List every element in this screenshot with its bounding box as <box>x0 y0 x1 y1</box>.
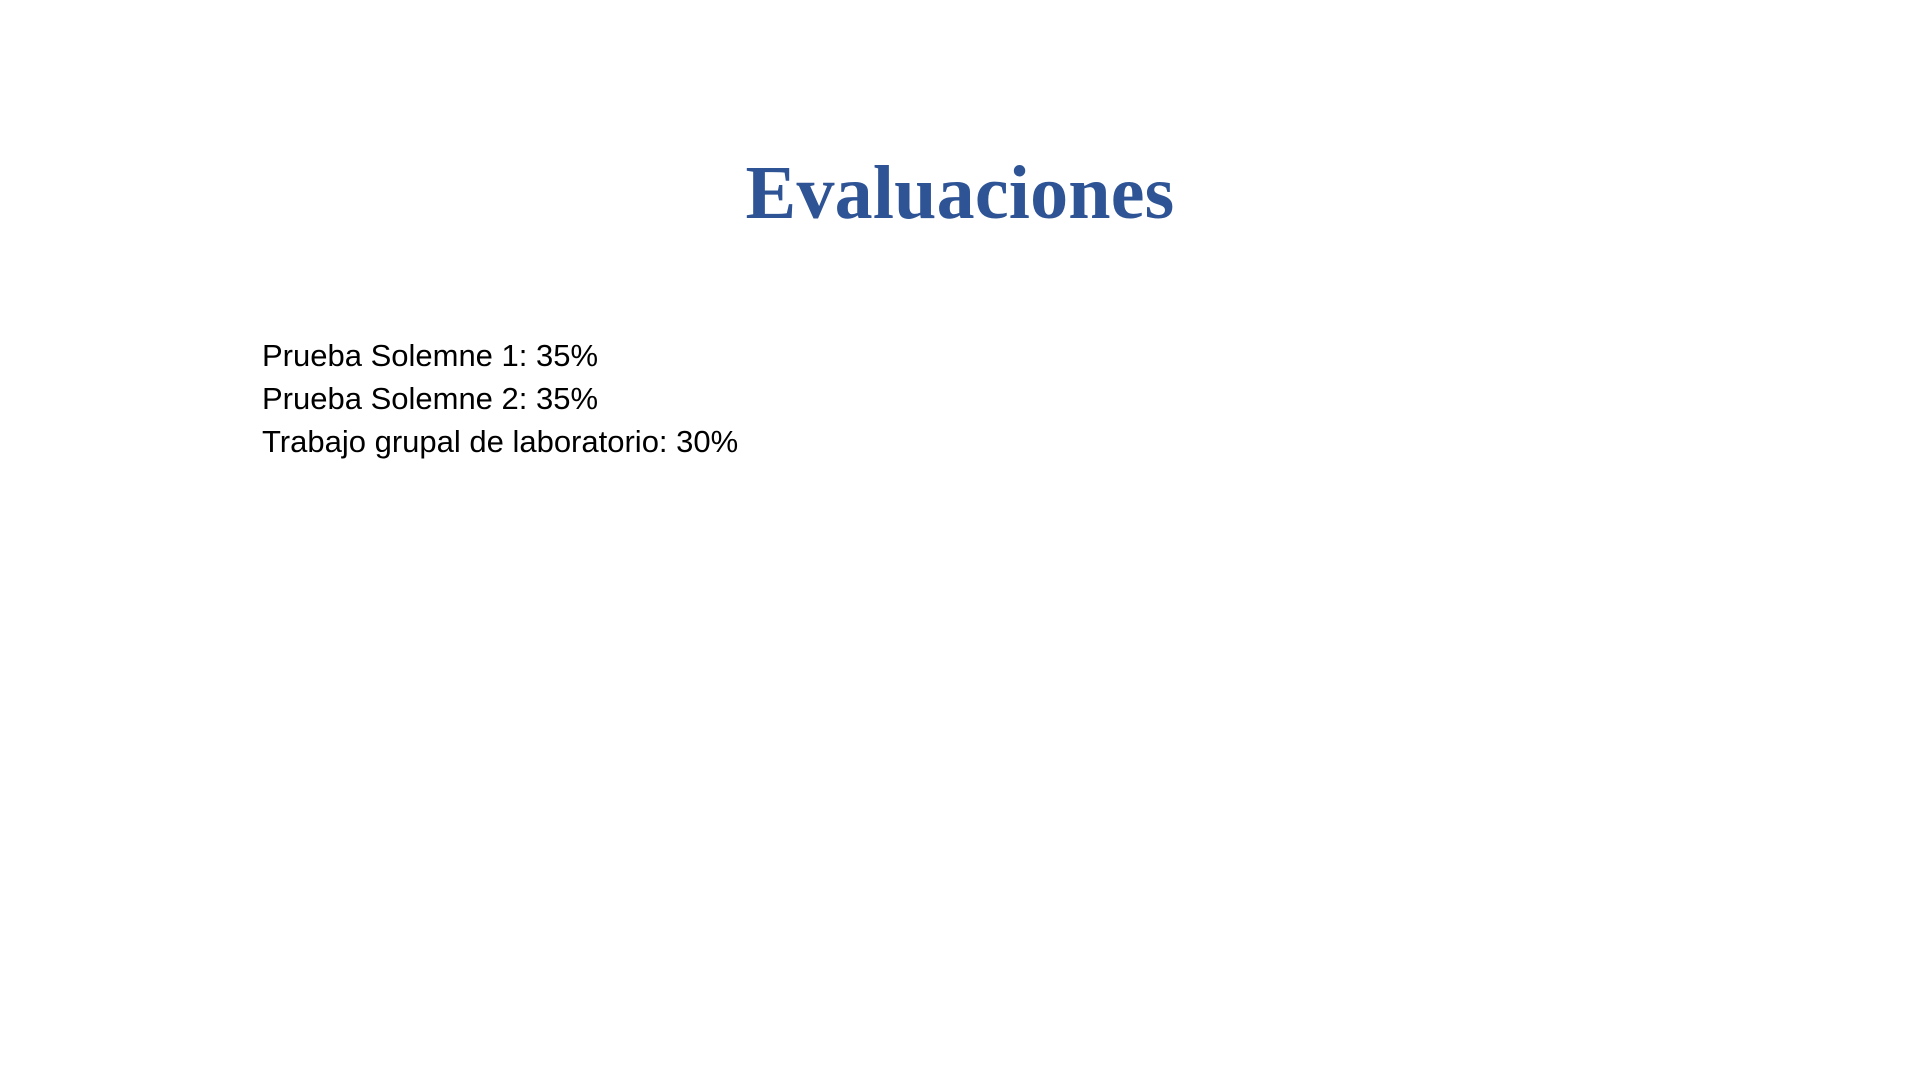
page-title: Evaluaciones <box>745 150 1175 235</box>
list-item: Prueba Solemne 1: 35% <box>262 338 599 373</box>
list-item: Trabajo grupal de laboratorio: 30% <box>262 424 739 459</box>
evaluation-list <box>262 334 1662 463</box>
list-item: Prueba Solemne 2: 35% <box>262 381 599 416</box>
